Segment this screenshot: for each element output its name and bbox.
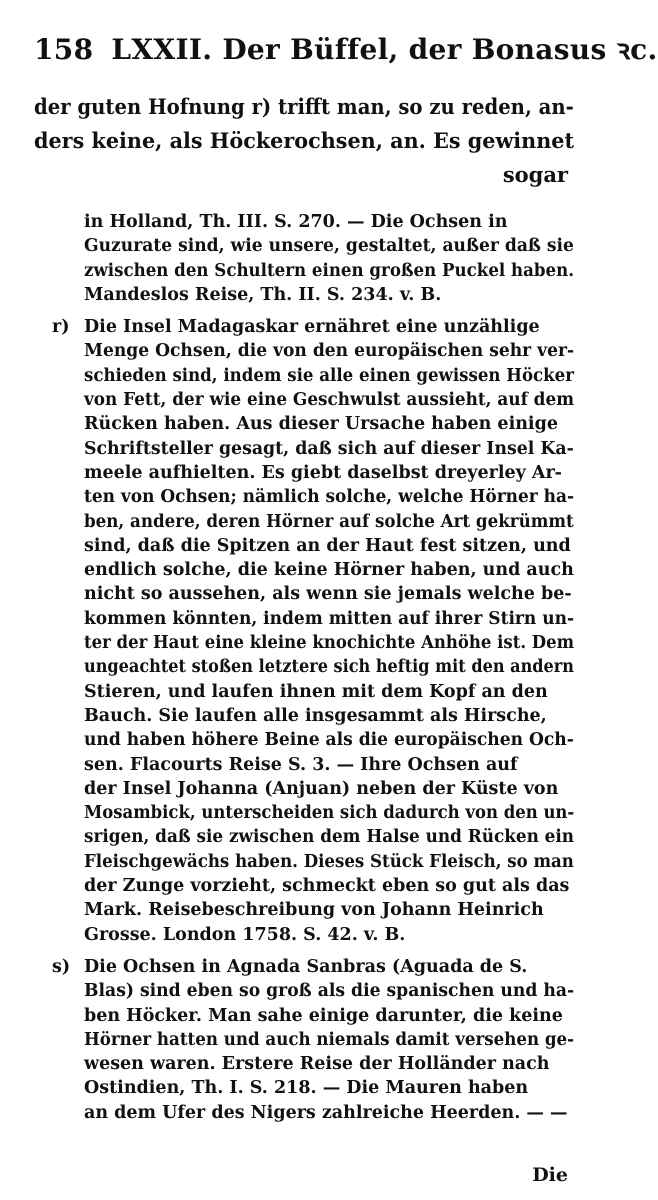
footnote-line: zwischen den Schultern einen großen Puckel haben. bbox=[84, 260, 575, 281]
footnote-line: Hörner hatten und auch niemals damit versehen ge- bbox=[84, 1029, 575, 1050]
footnote-line: Rücken haben. Aus dieser Ursache haben einige bbox=[84, 414, 558, 435]
footnote-line: meele aufhielten. Es giebt daselbst dreyerley Ar- bbox=[84, 462, 562, 483]
footnote-line: Mosambick, unterscheiden sich dadurch von den un- bbox=[84, 803, 575, 824]
footnote-line: Blas) sind eben so groß als die spanischen und ha- bbox=[84, 981, 575, 1002]
footnote-line: ben Höcker. Man sahe einige darunter, die keine bbox=[84, 1005, 563, 1026]
footnote-line: Die Ochsen in Agnada Sanbras (Aguada de S. bbox=[84, 956, 528, 977]
footnotes bbox=[34, 210, 575, 1125]
footnote-line: an dem Ufer des Nigers zahlreiche Heerden. — — bbox=[84, 1102, 568, 1123]
footnote-line: Die Insel Madagaskar ernähret eine unzählige bbox=[84, 317, 540, 338]
footnote-marker: s) bbox=[52, 956, 71, 977]
footnote-line: Bauch. Sie laufen alle insgesammt als Hirsche, bbox=[84, 705, 547, 726]
footnote-line: Stieren, und laufen ihnen mit dem Kopf an den bbox=[84, 681, 548, 702]
footnote-line: Schriftsteller gesagt, daß sich auf dieser Insel Ka- bbox=[84, 438, 574, 459]
footnote-line: Fleischgewächs haben. Dieses Stück Fleisch, so man bbox=[84, 851, 574, 872]
main-text-line: ders keine, als Höckerochsen, an. Es gewinnet bbox=[34, 128, 575, 153]
footnote-line: ben, andere, deren Hörner auf solche Art gekrümmt bbox=[84, 511, 574, 532]
footnote-line: Mandeslos Reise, Th. II. S. 234. v. B. bbox=[84, 284, 442, 305]
page-number: 158 bbox=[34, 33, 94, 66]
footnote-line: sind, daß die Spitzen an der Haut fest sitzen, und bbox=[84, 535, 571, 556]
footnote-line: Menge Ochsen, die von den europäischen sehr ver- bbox=[84, 341, 575, 362]
main-text-line: sogar bbox=[502, 162, 568, 187]
catchword: Die bbox=[532, 1164, 568, 1186]
footnote-s bbox=[34, 955, 575, 1125]
footnote-marker: r) bbox=[52, 317, 70, 338]
footnote-line: von Fett, der wie eine Geschwulst aussieht, auf dem bbox=[84, 390, 575, 411]
footnote-line: Grosse. London 1758. S. 42. v. B. bbox=[84, 924, 406, 945]
footnote-line: schieden sind, indem sie alle einen gewissen Höcker bbox=[84, 365, 574, 386]
footnote-line: sen. Flacourts Reise S. 3. — Ihre Ochsen auf bbox=[84, 754, 518, 775]
footnote-continued bbox=[34, 210, 575, 307]
footnote-line: endlich solche, die keine Hörner haben, und auch bbox=[84, 560, 574, 581]
footnote-line: in Holland, Th. III. S. 270. — Die Ochsen in bbox=[84, 212, 508, 232]
footnote-line: Ostindien, Th. I. S. 218. — Die Mauren haben bbox=[84, 1078, 529, 1099]
footnote-r bbox=[34, 315, 575, 947]
footnote-line: srigen, daß sie zwischen dem Halse und Rücken ein bbox=[84, 827, 575, 848]
footnote-line: ter der Haut eine kleine knochichte Anhöhe ist. Dem bbox=[84, 633, 575, 654]
footnote-line: Guzurate sind, wie unsere, gestaltet, außer daß sie bbox=[84, 236, 574, 257]
footnote-line: kommen könnten, indem mitten auf ihrer Stirn un- bbox=[84, 608, 575, 629]
running-title: LXXII. Der Büffel, der Bonasus ꝛc. bbox=[111, 33, 658, 66]
running-header bbox=[34, 30, 658, 90]
footnote-line: und haben höhere Beine als die europäischen Och- bbox=[84, 730, 574, 751]
footnote-line: der Zunge vorzieht, schmeckt eben so gut als das bbox=[84, 876, 570, 897]
footnote-line: der Insel Johanna (Anjuan) neben der Küste von bbox=[84, 778, 559, 799]
footnote-line: Mark. Reisebeschreibung von Johann Heinrich bbox=[84, 900, 544, 921]
main-text bbox=[34, 90, 575, 192]
footnote-line: ungeachtet stoßen letztere sich heftig mit den andern bbox=[84, 657, 574, 678]
footnote-line: nicht so aussehen, als wenn sie jemals welche be- bbox=[84, 584, 572, 605]
main-text-line: der guten Hofnung r) trifft man, so zu reden, an- bbox=[34, 94, 574, 119]
footnote-line: ten von Ochsen; nämlich solche, welche Hörner ha- bbox=[84, 487, 575, 508]
footnote-line: wesen waren. Erstere Reise der Holländer nach bbox=[84, 1054, 550, 1075]
